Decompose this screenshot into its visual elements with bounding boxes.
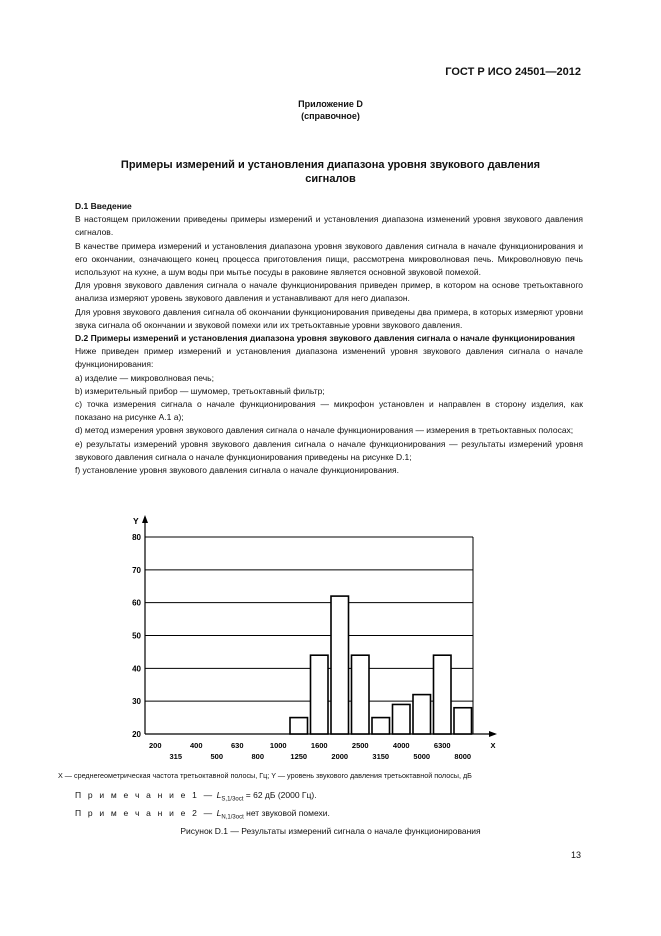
paragraph: Для уровня звукового давления сигнала о начале функционирования приведен пример, в котором на основе третьоктавного анализа измеряют уровень звукового давления и устанавливают для него диапазон. bbox=[75, 280, 583, 304]
x-tick-label: 2000 bbox=[331, 752, 349, 761]
y-tick-label: 70 bbox=[132, 565, 141, 575]
y-axis-letter: Y bbox=[133, 516, 139, 526]
x-tick-label: 1250 bbox=[290, 752, 308, 761]
paragraph: Ниже приведен пример измерений и установления диапазона изменений уровня звукового давления сигнала о начале функционирования: bbox=[75, 346, 583, 370]
x-tick-label: 6300 bbox=[433, 741, 451, 750]
bar-5000 bbox=[413, 695, 431, 734]
bar-2000 bbox=[331, 596, 349, 734]
appendix-heading bbox=[0, 98, 661, 122]
x-tick-label: 800 bbox=[251, 752, 265, 761]
x-axis-arrow bbox=[489, 731, 497, 737]
y-axis-arrow bbox=[142, 515, 148, 523]
figure-caption: Рисунок D.1 — Результаты измерений сигнала о начале функционирования bbox=[180, 826, 481, 836]
note-text: нет звуковой помехи. bbox=[243, 808, 330, 818]
bar-8000 bbox=[454, 708, 472, 734]
y-tick-label: 30 bbox=[132, 697, 141, 707]
y-tick-label: 80 bbox=[132, 533, 141, 542]
x-tick-label: 4000 bbox=[392, 741, 410, 750]
list-item: a) изделие — микроволновая печь; bbox=[75, 372, 214, 383]
title-line-2: сигналов bbox=[305, 173, 356, 185]
x-tick-label: 8000 bbox=[454, 752, 472, 761]
x-tick-label: 400 bbox=[189, 741, 203, 750]
bar-1600 bbox=[311, 655, 329, 734]
x-tick-label: 630 bbox=[230, 741, 244, 750]
x-tick-label: 500 bbox=[210, 752, 224, 761]
figure-d1-chart bbox=[0, 500, 661, 770]
note-subscript: S,1/3oct bbox=[221, 796, 244, 803]
paragraph: В качестве примера измерений и установления диапазона уровня звукового давления сигнала в начале функционирования и его окончании, означающего конец процесса приготовления пищи, рассмотрена микроволновая печь. Микроволновую печь используют на кухне, а шум воды при мытье посуды в раковине является основной звуковой помехой. bbox=[75, 240, 583, 278]
list-item: b) измерительный прибор — шумомер, третьоктавный фильтр; bbox=[75, 385, 325, 396]
paragraph: Для уровня звукового давления сигнала об окончании функционирования приведены два примера, в которых измеряют уровни звука сигнала об окончании и звуковой помехи или их третьоктавные уровни звукового давления. bbox=[75, 306, 583, 330]
appendix-type: (справочное) bbox=[301, 111, 360, 121]
x-tick-label: 315 bbox=[169, 752, 183, 761]
note-symbol: L bbox=[216, 790, 222, 800]
note-label: П р и м е ч а н и е 1 — bbox=[75, 790, 215, 800]
note-label: П р и м е ч а н и е 2 — bbox=[75, 808, 215, 818]
y-tick-label: 20 bbox=[132, 730, 141, 739]
title-line-1: Примеры измерений и установления диапазона уровня звукового давления bbox=[120, 159, 541, 171]
note-2 bbox=[75, 808, 330, 821]
note-text: = 62 дБ (2000 Гц). bbox=[243, 790, 317, 800]
document-id: ГОСТ Р ИСО 24501—2012 bbox=[445, 66, 581, 78]
figure-axes-legend: X — среднегеометрическая частота третьоктавной полосы, Гц; Y — уровень звукового давления третьоктавной полосы, дБ bbox=[58, 771, 472, 780]
y-tick-label: 50 bbox=[132, 631, 141, 641]
y-tick-label: 60 bbox=[132, 598, 141, 608]
x-tick-label: 1000 bbox=[269, 741, 287, 750]
page-number: 13 bbox=[570, 850, 581, 860]
x-tick-label: 3150 bbox=[372, 752, 390, 761]
bar-2500 bbox=[352, 655, 370, 734]
x-axis-letter: X bbox=[490, 741, 496, 750]
x-tick-label: 2500 bbox=[351, 741, 369, 750]
list-item: c) точка измерения сигнала о начале функционирования — микрофон установлен и направлен в сторону изделия, как показано на рисунке А.1 а); bbox=[75, 399, 583, 423]
bar-6300 bbox=[434, 655, 452, 734]
section-introduction bbox=[75, 200, 583, 477]
section-heading: D.1 Введение bbox=[75, 201, 132, 211]
bar-4000 bbox=[393, 704, 411, 734]
x-tick-label: 1600 bbox=[310, 741, 328, 750]
note-symbol: L bbox=[216, 808, 222, 818]
bar-1250 bbox=[290, 718, 308, 734]
appendix-label: Приложение D bbox=[298, 99, 363, 109]
list-item: e) результаты измерений уровня звукового давления сигнала о начале функционирования — результаты измерений уровня звукового давления сигнала о начале функционирования приведены на рисунке D.1; bbox=[75, 438, 583, 462]
note-subscript: N,1/3oct bbox=[221, 814, 244, 821]
bar-3150 bbox=[372, 718, 390, 734]
list-item: d) метод измерения уровня звукового давления сигнала о начале функционирования — измерения в третьоктавных полосах; bbox=[75, 425, 574, 436]
list-item: f) установление уровня звукового давления сигнала о начале функционирования. bbox=[75, 465, 399, 476]
appendix-title bbox=[60, 158, 601, 186]
x-tick-label: 5000 bbox=[413, 752, 431, 761]
section-heading: D.2 Примеры измерений и установления диапазона уровня звукового давления сигнала о начале функционирования bbox=[75, 333, 575, 344]
y-tick-label: 40 bbox=[132, 664, 141, 674]
paragraph: В настоящем приложении приведены примеры измерений и установления диапазона изменений уровня звукового давления сигналов. bbox=[75, 214, 583, 238]
note-1 bbox=[75, 790, 317, 803]
x-tick-label: 200 bbox=[148, 741, 162, 750]
